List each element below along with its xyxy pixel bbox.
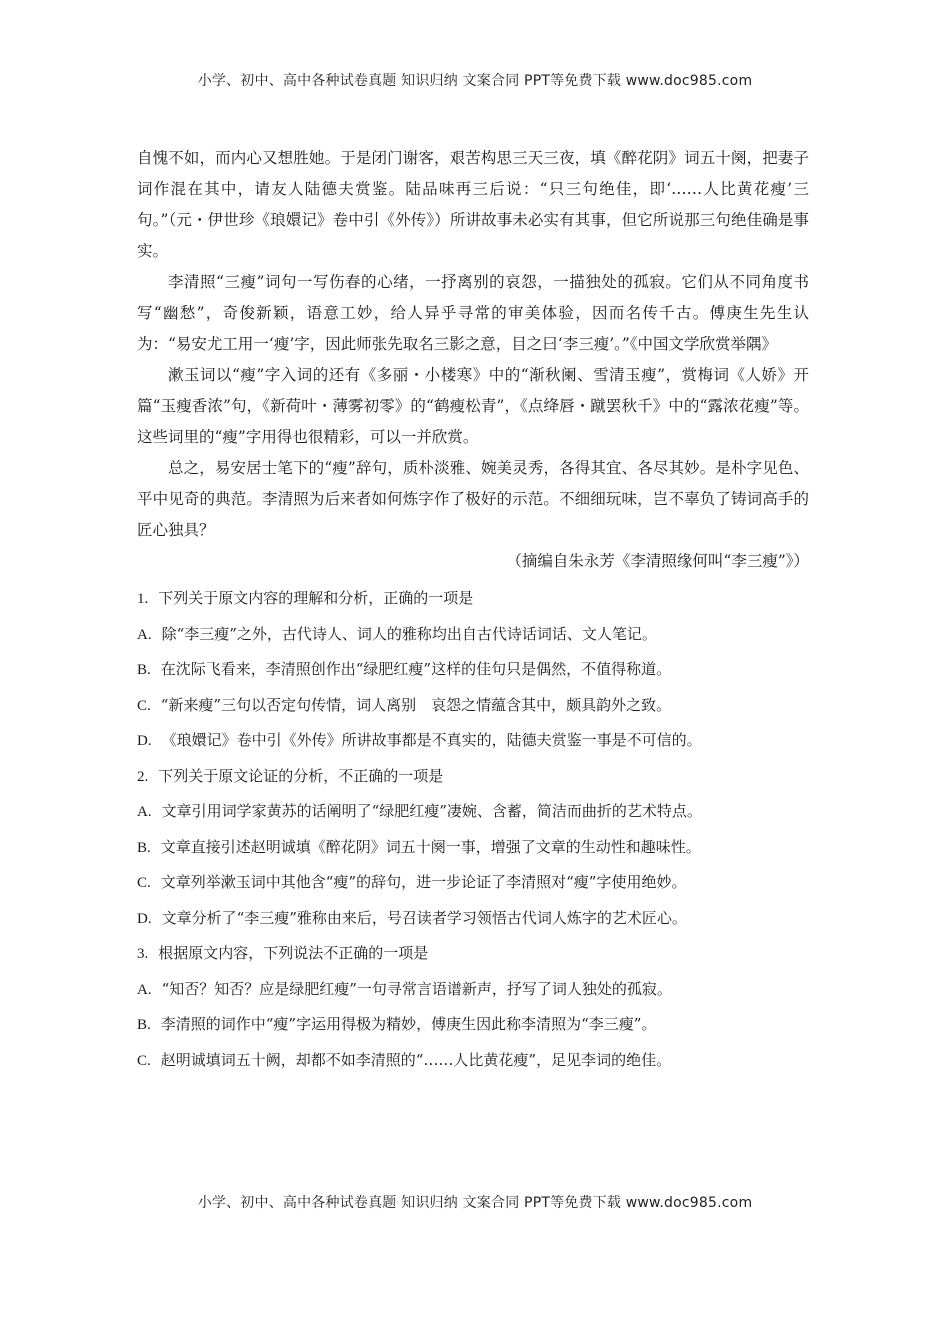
option-text: 除“李三瘦”之外，古代诗人、词人的雅称均出自古代诗话词话、文人笔记。 — [161, 624, 657, 643]
question-3 — [137, 936, 809, 1078]
option-b — [137, 652, 809, 688]
question-text: 下列关于原文内容的理解和分析，正确的一项是 — [158, 589, 474, 607]
article-paragraph: 总之，易安居士笔下的“瘦”辞句，质朴淡雅、婉美灵秀，各得其宜、各尽其妙。是朴字见色、平中见奇的典范。李清照为后来者如何炼字作了极好的示范。不细细玩味，岂不辜负了铸词高手的匠心独具？ — [137, 459, 809, 539]
article-paragraph: 自愧不如，而内心又想胜她。于是闭门谢客，艰苦构思三天三夜，填《醉花阴》词五十阕，把妻子词作混在其中，请友人陆德夫赏鉴。陆品味再三后说：“只三句绝佳，即‘……人比黄花瘦’三句。”（元・伊世珍《琅嬛记》卷中引《外传》）所讲故事未必实有其事，但它所说那三句绝佳确是事实。 — [137, 149, 809, 260]
page-footer-banner: 小学、初中、高中各种试卷真题 知识归纳 文案合同 PPT等免费下载 www.doc985.com — [197, 1195, 753, 1211]
option-c — [137, 865, 809, 901]
article-paragraph: 李清照“三瘦”词句一写伤春的心绪，一抒离别的哀怨，一描独处的孤寂。它们从不同角度书写“幽愁”，奇俊新颖，语意工妙，给人异乎寻常的审美体验，因而名传千古。傅庚生先生认为：“易安尤工用一‘瘦’字，因此师张先取名三影之意，目之曰‘李三瘦’。”《中国文学欣赏举隅》 — [137, 273, 809, 353]
option-a — [137, 794, 809, 830]
option-label: C. — [137, 1052, 151, 1069]
option-text: 文章分析了“李三瘦”雅称由来后，号召读者学习领悟古代词人炼字的艺术匠心。 — [161, 908, 687, 927]
page-header-banner: 小学、初中、高中各种试卷真题 知识归纳 文案合同 PPT等免费下载 www.doc985.com — [197, 73, 753, 89]
option-text: 文章列举漱玉词中其他含“瘦”的辞句，进一步论证了李清照对“瘦”字使用绝妙。 — [160, 873, 687, 891]
question-stem — [137, 581, 809, 617]
option-text: 在沈际飞看来，李清照创作出“绿肥红瘦”这样的佳句只是偶然，不值得称道。 — [160, 660, 672, 678]
option-label: A. — [137, 981, 152, 998]
option-a — [137, 617, 809, 653]
option-label: A. — [137, 626, 152, 643]
question-stem — [137, 759, 809, 795]
option-b — [137, 830, 809, 866]
option-a — [137, 972, 809, 1008]
article-paragraph: 漱玉词以“瘦”字入词的还有《多丽・小楼寒》中的“渐秋阑、雪清玉瘦”，赏梅词《人娇》开篇“玉瘦香浓”句，《新荷叶・薄雾初零》的“鹤瘦松青”，《点绛唇・蹴罢秋千》中的“露浓花瘦”等。这些词里的“瘦”字用得也很精彩，可以一并欣赏。 — [137, 366, 809, 446]
option-d — [137, 901, 809, 937]
question-number: 1. — [137, 591, 149, 607]
option-label: D. — [137, 910, 152, 927]
document-body — [137, 143, 809, 1078]
option-text: 文章引用词学家黄苏的话阐明了“绿肥红瘦”凄婉、含蓄，简洁而曲折的艺术特点。 — [161, 802, 702, 820]
article-source: （摘编自朱永芳《李清照缘何叫“李三瘦”》） — [506, 552, 809, 570]
option-d — [137, 723, 809, 759]
question-text: 下列关于原文论证的分析，不正确的一项是 — [158, 766, 444, 785]
option-label: C. — [137, 697, 151, 714]
question-1 — [137, 581, 809, 759]
option-label: C. — [137, 875, 151, 891]
option-label: B. — [137, 1017, 151, 1033]
option-text: “新来瘦”三句以否定句传情，词人离别 哀怨之情蕴含其中，颇具韵外之致。 — [160, 695, 672, 714]
question-number: 2. — [137, 768, 149, 785]
option-c — [137, 688, 809, 724]
option-label: B. — [137, 839, 151, 856]
option-b — [137, 1007, 809, 1043]
question-number: 3. — [137, 946, 149, 962]
option-text: 《琅嬛记》卷中引《外传》所讲故事都是不真实的，陆德夫赏鉴一事是不可信的。 — [161, 731, 702, 749]
option-label: A. — [137, 804, 152, 820]
option-text: “知否？知否？应是绿肥红瘦”一句寻常言语谱新声，抒写了词人独处的孤寂。 — [161, 979, 672, 998]
question-text: 根据原文内容，下列说法不正确的一项是 — [158, 944, 429, 962]
option-c — [137, 1043, 809, 1079]
option-text: 李清照的词作中“瘦”字运用得极为精妙，傅庚生因此称李清照为“李三瘦”。 — [160, 1015, 657, 1033]
option-label: B. — [137, 662, 151, 678]
question-stem — [137, 936, 809, 972]
option-text: 文章直接引述赵明诚填《醉花阴》词五十阕一事，增强了文章的生动性和趣味性。 — [160, 837, 701, 856]
option-label: D. — [137, 733, 152, 749]
option-text: 赵明诚填词五十阙，却都不如李清照的“……人比黄花瘦”，足见李词的绝佳。 — [160, 1050, 672, 1069]
question-2 — [137, 759, 809, 937]
